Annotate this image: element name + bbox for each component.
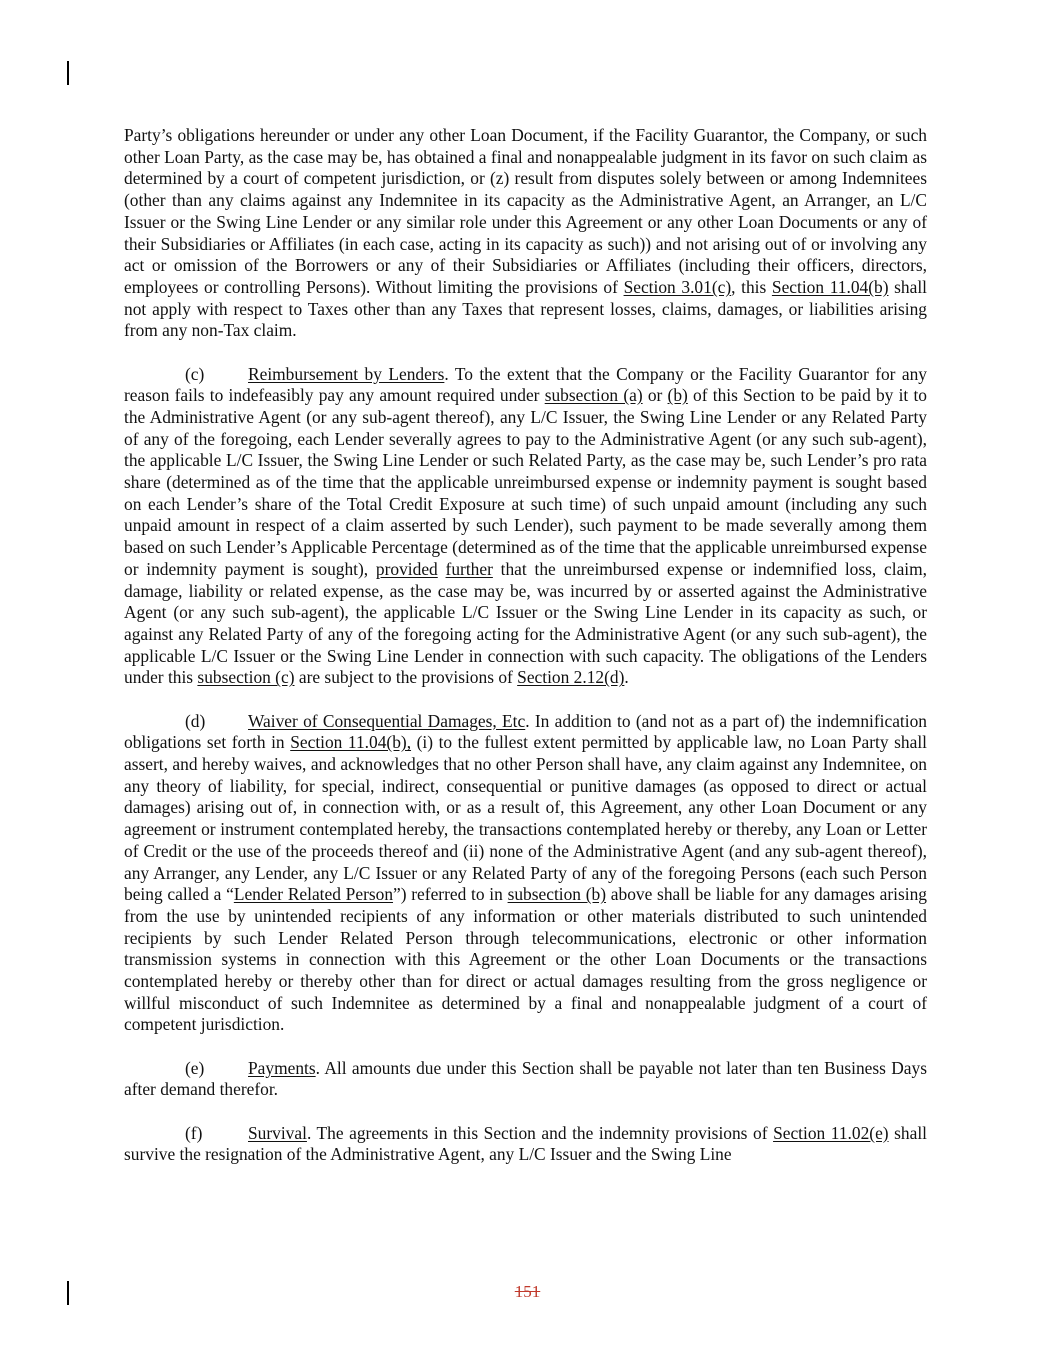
paragraph-heading: Waiver of Consequential Damages, Etc <box>248 710 526 731</box>
cross-reference: Section 11.04(b), <box>290 732 412 753</box>
page-number: 151 <box>514 1282 541 1301</box>
paragraph-label: (f) <box>185 1122 203 1143</box>
paragraph-label: (c) <box>185 363 205 384</box>
cross-reference: subsection (a) <box>544 385 643 406</box>
paragraph-f: (f) Survival. The agreements in this Section and the indemnity provisions of Section 11.02(e) shall survive the resignation of the Administrative Agent, any L/C Issuer and the Swing Line <box>124 1122 927 1165</box>
paragraph-heading: Reimbursement by Lenders <box>248 363 445 384</box>
paragraph-label: (d) <box>185 710 206 731</box>
cross-reference: Section 3.01(c) <box>623 276 732 297</box>
cross-reference: (b) <box>667 385 688 406</box>
paragraph-e: (e) Payments. All amounts due under this Section shall be payable not later than ten Business Days after demand therefor. <box>124 1057 927 1100</box>
paragraph-d: (d) Waiver of Consequential Damages, Etc. In addition to (and not as a part of) the indemnification obligations set forth in Section 11.04(b), (i) to the fullest extent permitted by applicable law, no Loan Party shall assert, and hereby waives, and acknowledges that no other Person shall have, any claim against any Indemnitee, on any theory of liability, for special, indirect, consequential or punitive damages (as opposed to direct or actual damages) arising out of, in connection with, or as a result of, this Agreement, any other Loan Document or any agreement or instrument contemplated hereby, the transactions contemplated hereby or thereby, any Loan or Letter of Credit or the use of the proceeds thereof and (ii) none of the Administrative Agent (and any sub-agent thereof), any Arranger, any Lender, any L/C Issuer or any Related Party of any of the foregoing Persons (each such Person being called a “Lender Related Person”) referred to in subsection (b) above shall be liable for any damages arising from the use by unintended recipients of any information or other materials distributed to such unintended recipients by such Lender Related Person through telecommunications, electronic or other information transmission systems in connection with this Agreement or the other Loan Documents or the transactions contemplated hereby or thereby other than for direct or actual damages resulting from the gross negligence or willful misconduct of such Indemnitee as determined by a final and nonappealable judgment of a court of competent jurisdiction. <box>124 710 927 1035</box>
emphasis-term: further <box>445 558 493 579</box>
defined-term: Lender Related Person <box>233 884 394 905</box>
paragraph-b-continued: Party’s obligations hereunder or under any other Loan Document, if the Facility Guarantor, the Company, or such other Loan Party, as the case may be, has obtained a final and nonappealable judgment in its favor on such claim as determined by a court of competent jurisdiction, or (z) result from disputes solely between or among Indemnitees (other than any claims against any Indemnitee in its capacity as the Administrative Agent, an Arranger, an L/C Issuer or the Swing Line Lender or any similar role under this Agreement or any other Loan Documents or any of their Subsidiaries or Affiliates (in each case, acting in its capacity as such)) and not arising out of or involving any act or omission of the Borrowers or any of their Subsidiaries or Affiliates (including their officers, directors, employees or controlling Persons). Without limiting the provisions of Section 3.01(c), this Section 11.04(b) shall not apply with respect to Taxes other than any Taxes that represent losses, claims, damages, or liabilities arising from any non-Tax claim. <box>124 125 927 341</box>
cross-reference: Section 11.02(e) <box>773 1122 889 1143</box>
cross-reference: subsection (b) <box>507 884 607 905</box>
paragraph-label: (e) <box>185 1057 205 1078</box>
cross-reference: Section 11.04(b) <box>771 276 889 297</box>
paragraph-heading: Survival <box>248 1122 307 1143</box>
change-bar-top <box>67 61 69 85</box>
paragraph-c: (c) Reimbursement by Lenders. To the extent that the Company or the Facility Guarantor for any reason fails to indefeasibly pay any amount required under subsection (a) or (b) of this Section to be paid by it to the Administrative Agent (or any sub-agent thereof), any L/C Issuer, the Swing Line Lender or any Related Party of any of the foregoing, each Lender severally agrees to pay to the Administrative Agent (or any such sub-agent), the applicable L/C Issuer, the Swing Line Lender or such Related Party, as the case may be, such Lender’s pro rata share (determined as of the time that the applicable unreimbursed expense or indemnity payment is sought based on each Lender’s share of the Total Credit Exposure at such time) of such unpaid amount (including any such unpaid amount in respect of a claim asserted by such Lender), such payment to be made severally among them based on such Lender’s Applicable Percentage (determined as of the time that the applicable unreimbursed expense or indemnity payment is sought), provided further that the unreimbursed expense or indemnified loss, claim, damage, liability or related expense, as the case may be, was incurred by or asserted against the Administrative Agent (or any such sub-agent), the applicable L/C Issuer or the Swing Line Lender in its capacity as such, or against any Related Party of any of the foregoing acting for the Administrative Agent (or any such sub-agent), the applicable L/C Issuer or the Swing Line Lender in connection with such capacity. The obligations of the Lenders under this subsection (c) are subject to the provisions of Section 2.12(d). <box>124 363 928 688</box>
cross-reference: subsection (c) <box>197 667 295 688</box>
document-body <box>124 125 927 1187</box>
paragraph-heading: Payments <box>248 1057 316 1078</box>
emphasis-term: provided <box>375 558 438 579</box>
cross-reference: Section 2.12(d) <box>517 667 625 688</box>
